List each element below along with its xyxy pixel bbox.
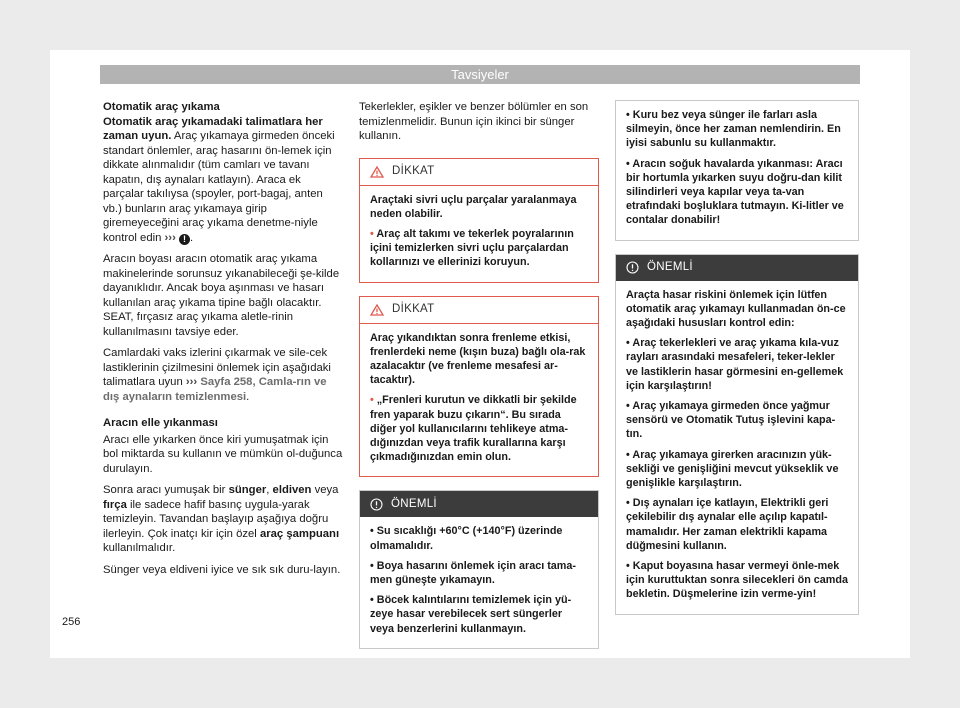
paragraph: Aracı elle yıkarken önce kiri yumuşatmak için bol miktarda su kullanın ve mümkün ol-duğunca durulayın.	[103, 433, 343, 475]
bold-instruction: Otomatik araç yıkamadaki talimatlara her zaman uyun.	[103, 115, 323, 142]
list-item-text: „Frenleri kurutun ve dikkatli bir şekilde fren yaparak buzu çıkarın“. Bu sırada diğer yol kullanıcılarını tehlikeye atma-dığınızdan veya trafik kurallarına karşı çıkmadığınızdan emin olun.	[370, 394, 577, 464]
column-right	[615, 100, 859, 628]
text: ,	[266, 484, 273, 496]
bullet: •	[626, 157, 630, 170]
section-title: Otomatik araç yıkama	[103, 101, 220, 113]
list-item-text: Kaput boyasına hasar vermeyi önle-mek için kuruttuktan sonra silecekleri ön camda bekletin. Düşmelerine izin verme-yin!	[626, 560, 849, 601]
list-item-text: Dış aynaları içe katlayın, Elektrikli geri çekilebilir dış aynalar elle açılıp kapatıl-mamalıdır. Her zaman elektrikli kapama düğmesini kullanın.	[626, 497, 829, 552]
note-continuation-box	[615, 100, 859, 241]
reference-arrow: ›››	[185, 376, 198, 388]
punctuation: .	[189, 231, 194, 244]
warning-label: DİKKAT	[392, 303, 435, 316]
list-item-text: Araç tekerlekleri ve araç yıkama kıla-vuz rayları arasındaki mesafeleri, teker-lekler ve lastiklerin hasar görmesini en-gellemek için karşılaştırın!	[626, 337, 844, 392]
list-item	[370, 593, 588, 636]
note-body	[616, 281, 858, 614]
column-left	[103, 100, 343, 584]
bullet: •	[626, 560, 630, 573]
bold-term: araç şampuanı	[259, 527, 340, 540]
warning-triangle-icon	[370, 304, 384, 316]
paragraph-text: Camlardaki vaks izlerini çıkarmak ve sile-cek lastiklerinin çizilmesini önlemek için aşağıdaki talimatlara uyun	[103, 347, 331, 388]
warning-label: DİKKAT	[392, 165, 435, 178]
list-item	[626, 157, 848, 228]
list-item-text: Araç yıkamaya girerken aracınızın yük-sekliği ve genişliğini mevcut yükseklik ve genişlikle karşılaştırın.	[626, 448, 839, 490]
note-body	[360, 517, 598, 647]
note-label: ÖNEMLİ	[647, 261, 693, 274]
list-item-text: Su sıcaklığı +60°C (+140°F) üzerinde olmamalıdır.	[370, 525, 563, 552]
paragraph	[103, 483, 343, 556]
paragraph	[103, 346, 343, 404]
list-item	[370, 559, 588, 587]
warning-text: Araçtaki sivri uçlu parçalar yaralanmaya neden olabilir.	[370, 193, 577, 220]
punctuation: .	[246, 390, 250, 403]
paragraph	[103, 115, 343, 246]
list-item-text: Kuru bez veya sünger ile farları asla silmeyin, önce her zaman nemlendirin. En iyisi sabunlu su kullanmaktır.	[626, 109, 841, 150]
bullet: •	[626, 448, 630, 461]
list-item	[370, 524, 588, 552]
text: Sonra aracı yumuşak bir	[103, 484, 229, 496]
paragraph: Sünger veya eldiveni iyice ve sık sık duru-layın.	[103, 563, 341, 576]
warning-header	[360, 159, 598, 186]
info-circle-icon	[370, 498, 383, 511]
note-box	[615, 254, 859, 615]
bullet: •	[626, 497, 630, 510]
list-item	[370, 393, 588, 464]
list-item	[370, 227, 588, 270]
bold-term: eldiven	[272, 484, 312, 496]
bold-term: sünger	[228, 484, 267, 496]
paragraph: Tekerlekler, eşikler ve benzer bölümler en son temizlenmelidir. Bunun için ikinci bir sünger kullanın.	[359, 101, 589, 142]
bullet: •	[626, 400, 630, 413]
note-body	[616, 101, 858, 240]
text: ile sadece hafif basınç uygula-yarak temizleyin. Tavandan başlayıp aşağıya doğru ilerleyin. Çok inatçı kir için özel	[103, 498, 329, 540]
bullet: •	[626, 109, 630, 121]
warning-box	[359, 158, 599, 283]
bullet: •	[370, 525, 374, 538]
note-box	[359, 490, 599, 648]
note-header	[616, 255, 858, 281]
list-item-text: Araç yıkamaya girmeden önce yağmur sensörü ve Otomatik Tutuş işlevini kapa-tın.	[626, 400, 836, 441]
warning-triangle-icon	[370, 166, 384, 178]
warning-body	[360, 186, 598, 282]
page-number: 256	[62, 616, 81, 628]
list-item	[626, 399, 848, 442]
list-item-text: Araç alt takımı ve tekerlek poyralarının içini temizlerken sivri uçlu parçalardan kollarınızı ve ellerinizi koruyun.	[370, 227, 574, 269]
section-title: Aracın elle yıkanması	[103, 417, 218, 429]
list-item	[626, 336, 848, 393]
bullet: •	[626, 337, 630, 350]
paragraph: Aracın boyası aracın otomatik araç yıkama makinelerinde sorunsuz yıkanabileceği şe-kilde dayanıklıdır. Ancak boya aşınması ve hasarı kullanılan araç yıkama tipine bağlı olacaktır. SEAT, fırçasız araç yıkama aletle-rinin kullanılmasını tavsiye eder.	[103, 253, 340, 338]
warning-body	[360, 324, 598, 477]
reference-arrow: ›››	[164, 231, 176, 244]
info-circle-icon	[626, 261, 639, 274]
bullet: •	[370, 227, 374, 240]
warning-header	[360, 297, 598, 324]
column-middle	[359, 100, 599, 662]
note-text: Araçta hasar riskini önlemek için lütfen otomatik araç yıkamayı kullanmadan ön-ce aşağıdaki hususları kontrol edin:	[626, 288, 846, 330]
note-header	[360, 491, 598, 517]
note-label: ÖNEMLİ	[391, 498, 437, 511]
list-item-text: Boya hasarını önlemek için aracı tama-men güneşte yıkamayın.	[370, 559, 577, 586]
bold-term: fırça	[103, 498, 127, 511]
bullet: •	[370, 594, 374, 607]
list-item-text: Aracın soğuk havalarda yıkanması: Aracı bir hortumla yıkarken suyu doğru-dan kilit silindirleri veya kapılar veya ta-van etrafındaki boşluklara tutmayın. Ki-litler ve contalar donabilir!	[626, 157, 844, 227]
list-item	[626, 496, 848, 553]
list-item	[626, 559, 848, 602]
list-item-text: Böcek kalıntılarını temizlemek için yü-zeye hasar verebilecek sert süngerler veya benzerlerini kullanmayın.	[370, 594, 572, 635]
text: kullanılmalıdır.	[103, 542, 176, 554]
warning-text: Araç yıkandıktan sonra frenleme etkisi, frenlerdeki neme (kışın buza) bağlı ola-rak azalacaktır (ve frenleme mesafesi ar-tacaktır).	[370, 331, 586, 387]
bullet: •	[370, 559, 374, 572]
section-header: Tavsiyeler	[100, 65, 860, 84]
warning-icon: !	[179, 234, 190, 245]
warning-box	[359, 296, 599, 478]
list-item	[626, 108, 848, 151]
paragraph-text: Araç yıkamaya girmeden önceki standart önlemler, araç hasarını ön-lemek için dikkate alınmalıdır (tüm camları ve tavanı kapatın, dış aynaları katlayın). Araca ek parçalar takılıysa (spoyler, port-bagaj, anten vb.) bunların araç yıkamaya girip giremeyeceğini araç yıkama denetme-niyle kontrol edin	[103, 130, 335, 244]
page-reference-link[interactable]: Sayfa 258, Camla-rın ve dış aynaların temizlenmesi	[103, 376, 327, 403]
list-item	[626, 448, 848, 491]
bullet: •	[370, 394, 374, 407]
text: veya	[311, 484, 339, 496]
